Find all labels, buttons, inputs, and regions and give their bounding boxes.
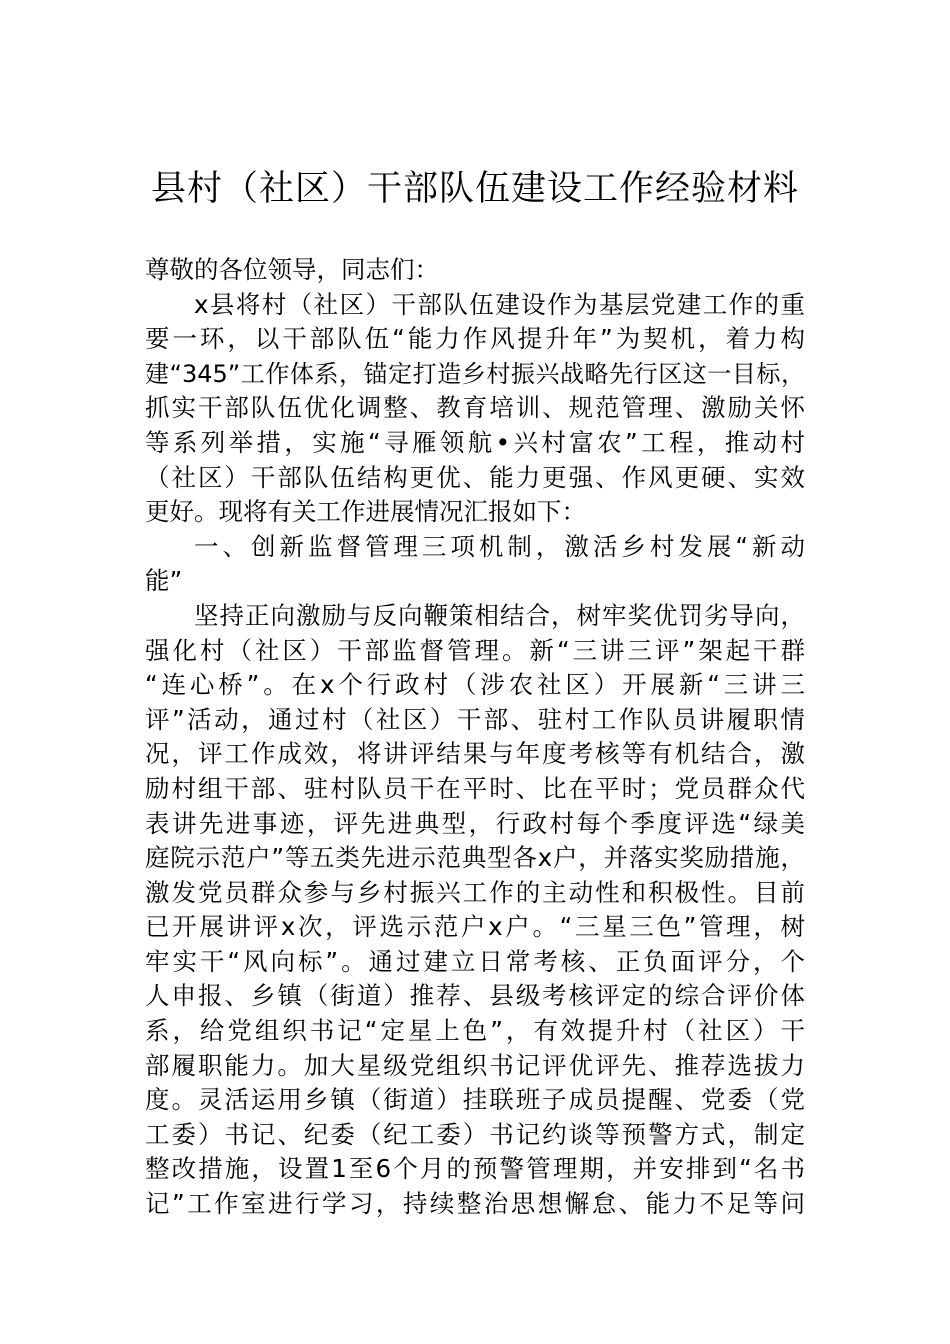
body-line: 况，评工作成效，将讲评结果与年度考核等有机结合，激 [145,739,805,769]
body-line: 励村组干部、驻村队员干在平时、比在平时；党员群众代 [145,773,805,803]
body-line: 强化村（社区）干部监督管理。新“三讲三评”架起干群 [145,635,805,665]
body-line: 更好。现将有关工作进展情况汇报如下： [145,497,586,527]
document-title: 县村（社区）干部队伍建设工作经验材料 [150,169,799,209]
body-line: 抓实干部队伍优化调整、教育培训、规范管理、激励关怀 [145,393,805,423]
document-body [145,253,805,1222]
body-line: 评”活动，通过村（社区）干部、驻村工作队员讲履职情 [145,704,805,734]
salutation-line: 尊敬的各位领导，同志们： [145,255,439,284]
section-heading-line: 一、创新监督管理三项机制，激活乡村发展“新动 [194,531,805,561]
body-line: 庭院示范户”等五类先进示范典型各x户，并落实奖励措施， [145,843,805,873]
body-line: 整改措施，设置1至6个月的预警管理期，并安排到“名书 [145,1154,805,1184]
body-line: 部履职能力。加大星级党组织书记评优评先、推荐选拔力 [145,1050,805,1080]
body-line: （社区）干部队伍结构更优、能力更强、作风更硬、实效 [145,462,805,492]
body-line: x县将村（社区）干部队伍建设作为基层党建工作的重 [194,289,805,319]
section-heading-line: 能” [145,566,183,596]
body-line: 等系列举措，实施“寻雁领航•兴村富农”工程，推动村 [145,427,805,457]
body-line: 工委）书记、纪委（纪工委）书记约谈等预警方式，制定 [145,1119,805,1149]
body-line: 建“345”工作体系，锚定打造乡村振兴战略先行区这一目标， [145,359,805,388]
body-line: 系，给党组织书记“定星上色”，有效提升村（社区）干 [145,1016,805,1046]
body-line: 记”工作室进行学习，持续整治思想懈怠、能力不足等问 [145,1189,805,1219]
body-line: 已开展讲评x次，评选示范户x户。“三星三色”管理，树 [145,912,805,942]
body-line: 牢实干“风向标”。通过建立日常考核、正负面评分，个 [145,946,805,976]
body-line: 坚持正向激励与反向鞭策相结合，树牢奖优罚劣导向， [194,600,805,630]
body-line: 度。灵活运用乡镇（街道）挂联班子成员提醒、党委（党 [145,1085,805,1115]
body-line: 要一环，以干部队伍“能力作风提升年”为契机，着力构 [145,324,805,354]
body-line: 表讲先进事迹，评先进典型，行政村每个季度评选“绿美 [145,808,805,838]
body-line: “连心桥”。在x个行政村（涉农社区）开展新“三讲三 [145,670,805,700]
body-line: 人申报、乡镇（街道）推荐、县级考核评定的综合评价体 [145,981,805,1011]
body-line: 激发党员群众参与乡村振兴工作的主动性和积极性。目前 [145,877,805,907]
